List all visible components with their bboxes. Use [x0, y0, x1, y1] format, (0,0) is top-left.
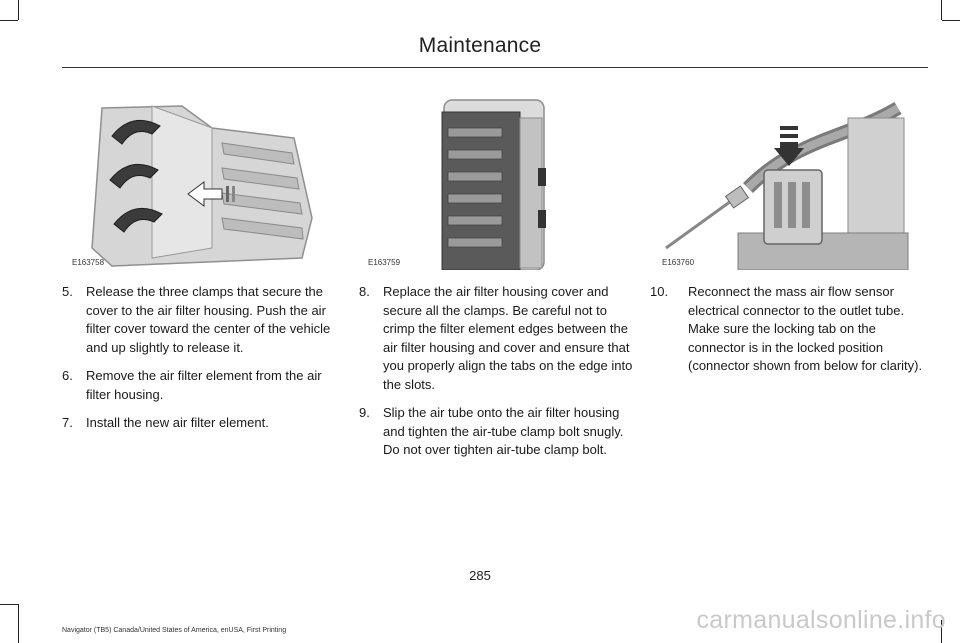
step-number: 8.: [359, 284, 370, 299]
crop-mark: [941, 0, 942, 20]
crop-mark: [18, 0, 19, 20]
footer-note: Navigator (TB5) Canada/United States of America, enUSA, First Printing: [62, 627, 287, 634]
step-8: [359, 283, 635, 394]
step-6: [62, 367, 340, 404]
mass-air-flow-sensor-connector-illustration: [658, 98, 926, 270]
crop-mark: [18, 604, 19, 643]
step-10: [650, 283, 930, 376]
crop-mark: [0, 604, 18, 605]
air-filter-housing-illustration: [362, 98, 630, 270]
page-number: 285: [469, 568, 491, 583]
crop-mark: [0, 20, 18, 21]
crop-mark: [942, 20, 960, 21]
step-text: Release the three clamps that secure the cover to the air filter housing. Push the air filter cover toward the center of the vehicle and up slightly to release it.: [86, 284, 331, 355]
step-5: [62, 283, 340, 357]
instruction-column-3: [650, 283, 930, 386]
step-number: 9.: [359, 405, 370, 420]
step-text: Slip the air tube onto the air filter housing and tighten the air-tube clamp bolt snugly. Do not over tighten air-tube clamp bolt.: [383, 405, 624, 457]
instruction-column-1: [62, 283, 340, 443]
step-number: 7.: [62, 415, 73, 430]
step-number: 5.: [62, 284, 73, 299]
step-text: Remove the air filter element from the air filter housing.: [86, 368, 322, 402]
air-filter-cover-clamps-illustration: [62, 98, 330, 270]
step-text: Replace the air filter housing cover and secure all the clamps. Be careful not to crimp the filter element edges between the air filter housing and cover and ensure that you properly align the tabs on the edge into the slots.: [383, 284, 633, 392]
figure-label: E163758: [72, 258, 105, 267]
watermark: carmanualsonline.info: [696, 606, 946, 634]
step-7: [62, 414, 340, 433]
page-title: Maintenance: [418, 34, 542, 57]
step-9: [359, 404, 635, 460]
figure-label: E163759: [368, 258, 401, 267]
step-text: Install the new air filter element.: [86, 415, 269, 430]
figure-label: E163760: [662, 258, 695, 267]
header-divider: [62, 67, 928, 68]
step-number: 10.: [650, 284, 669, 299]
instruction-column-2: [359, 283, 635, 470]
step-number: 6.: [62, 368, 73, 383]
step-text: Reconnect the mass air flow sensor electrical connector to the outlet tube. Make sure the locking tab on the connector is in the locked position (connector shown from below for clarity).: [688, 284, 923, 373]
